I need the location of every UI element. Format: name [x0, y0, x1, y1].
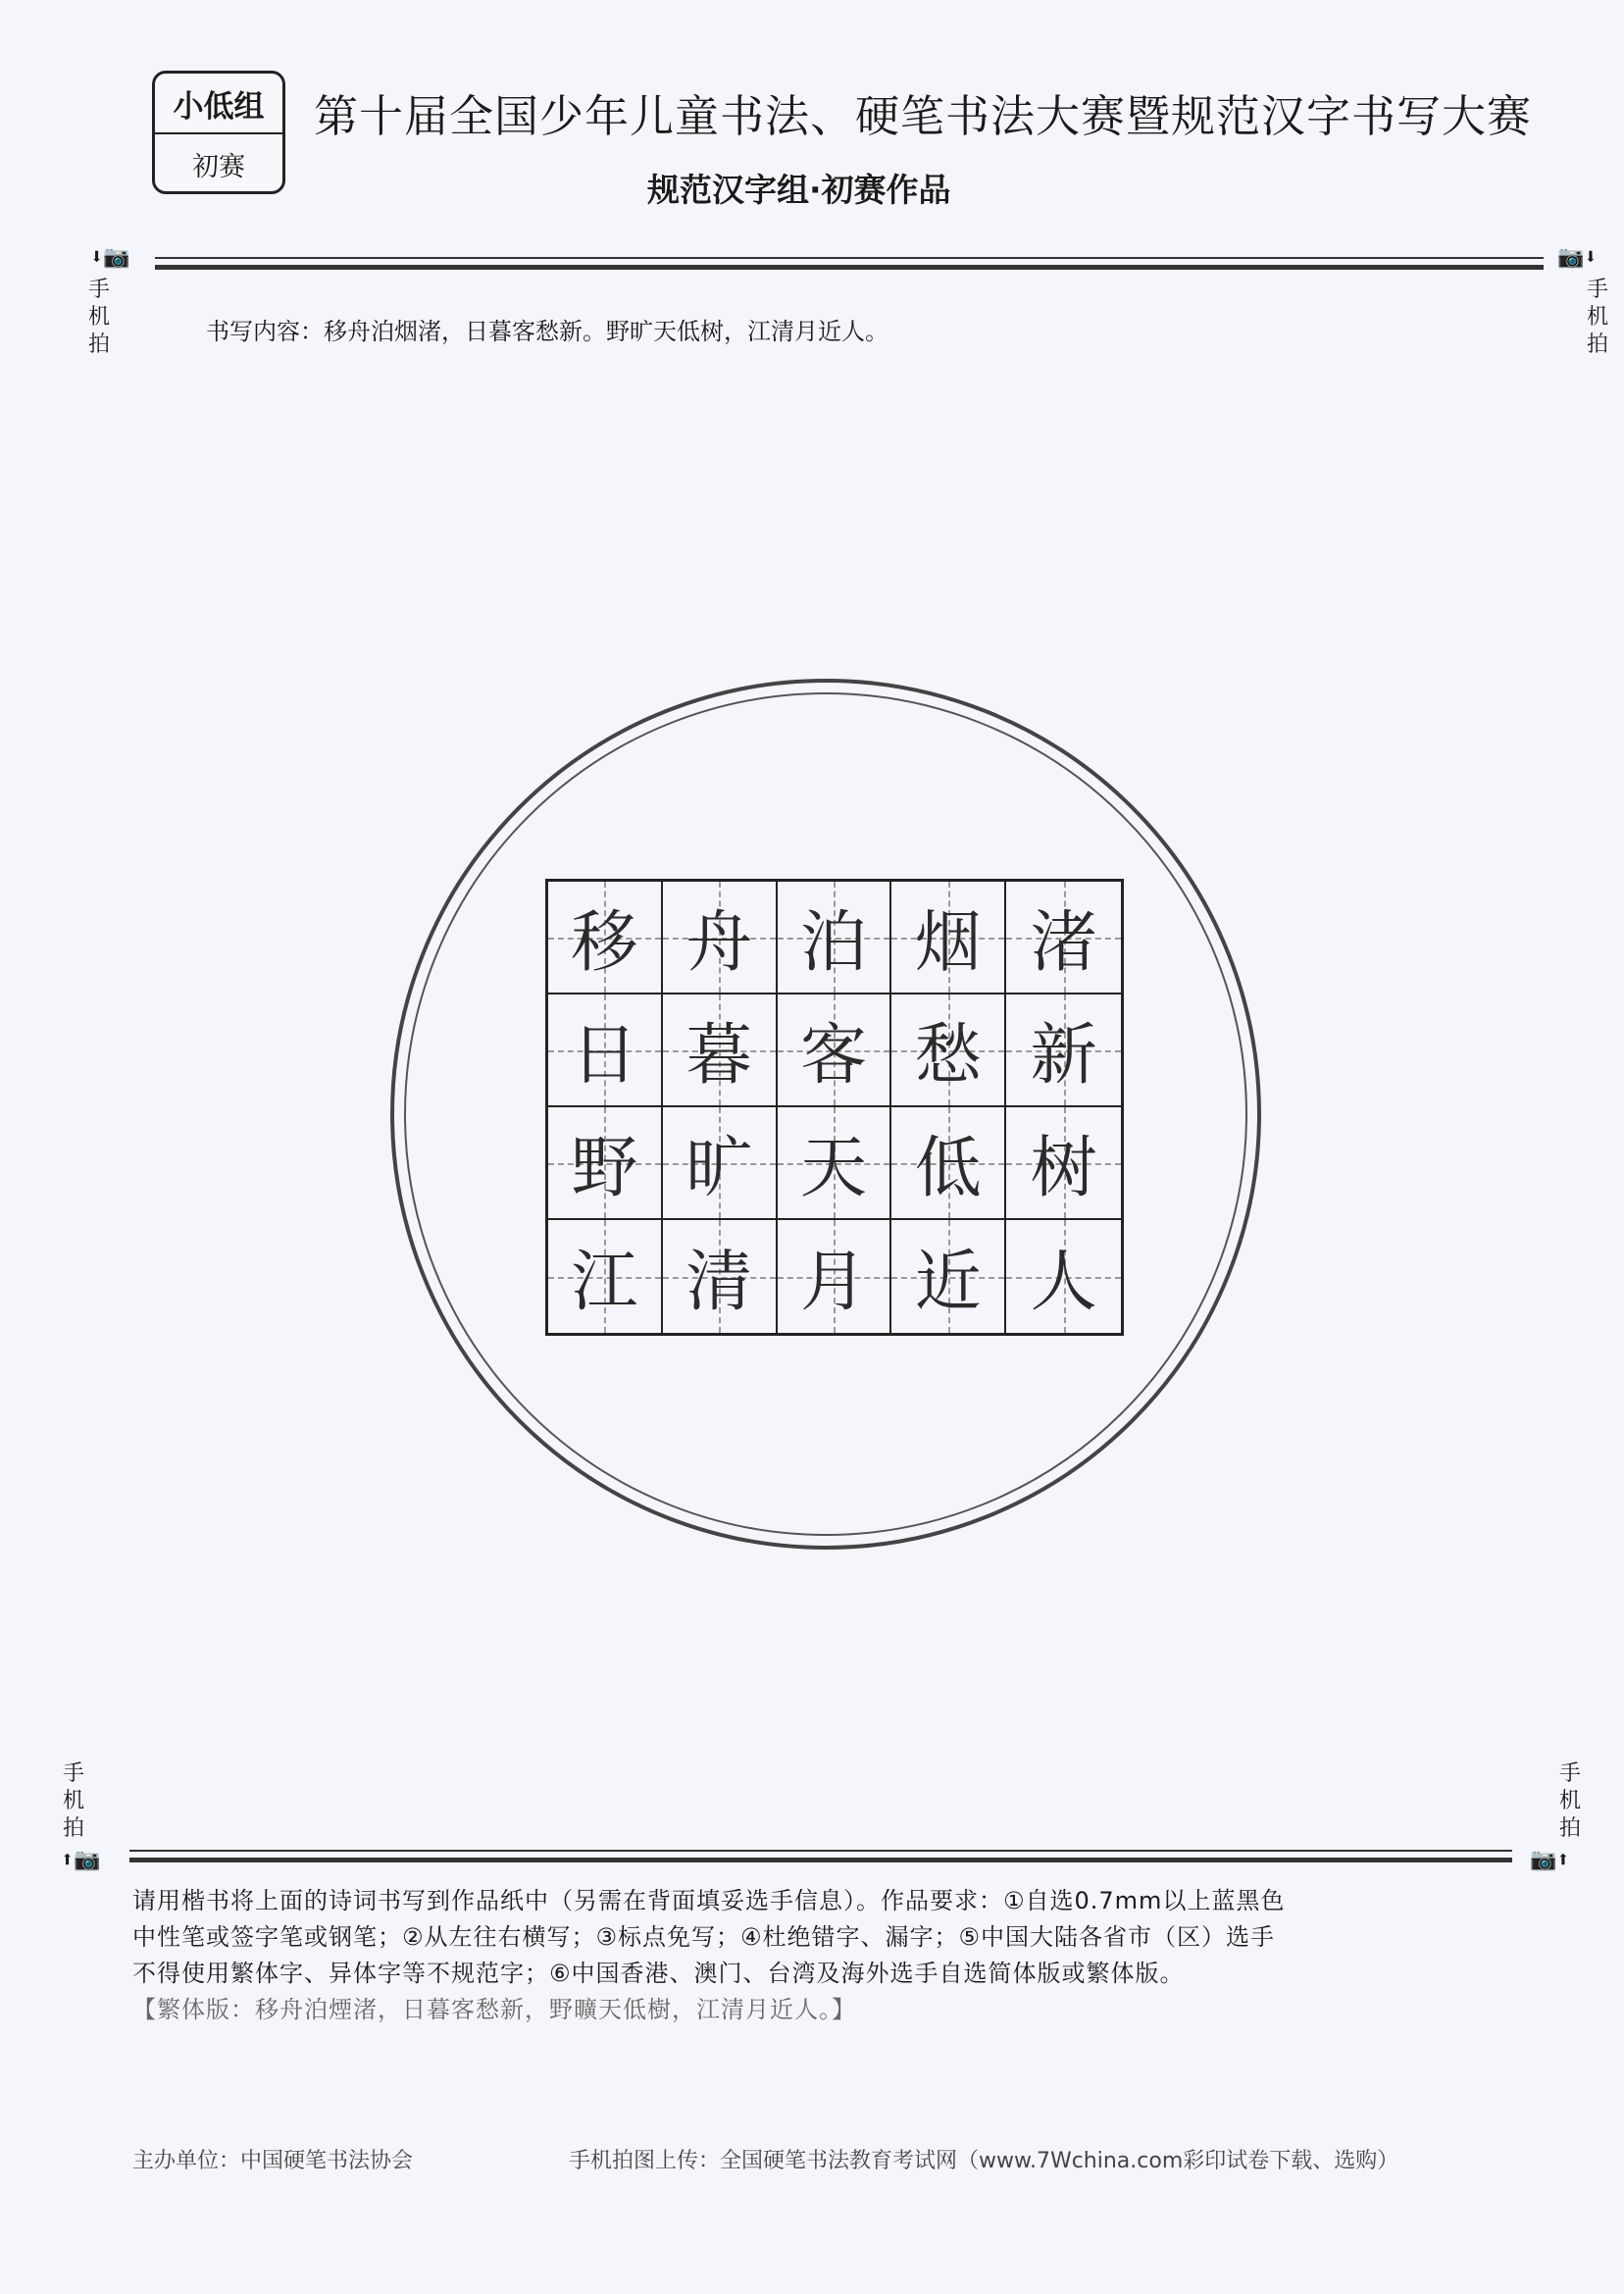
- instruction-line: 不得使用繁体字、异体字等不规范字；⑥中国香港、澳门、台湾及海外选手自选简体版或繁体版。: [132, 1960, 1185, 1987]
- grid-cell: 客: [778, 994, 892, 1107]
- photo-mark-top-left: 手 机 拍: [87, 278, 110, 357]
- traditional-version-line: 【繁体版：移舟泊煙渚，日暮客愁新，野曠天低樹，江清月近人。】: [132, 1996, 856, 2023]
- grid-cell: 日: [548, 994, 663, 1107]
- page-subtitle: 规范汉字组·初赛作品: [647, 171, 951, 209]
- photo-mark-top-right: 手 机 拍: [1586, 278, 1608, 357]
- instruction-line: 中性笔或签字笔或钢笔；②从左往右横写；③标点免写；④杜绝错字、漏字；⑤中国大陆各省市（区）选手: [132, 1923, 1276, 1951]
- grid-cell: 江: [548, 1220, 663, 1333]
- camera-icon: ⬆📷: [61, 1848, 101, 1872]
- writing-grid: [545, 879, 1124, 1336]
- badge-round-label: 初赛: [192, 151, 245, 182]
- page-title: 第十届全国少年儿童书法、硬笔书法大赛暨规范汉字书写大赛: [314, 90, 1533, 142]
- top-rule-thick: [155, 265, 1544, 270]
- grid-cell: 野: [548, 1107, 663, 1220]
- grid-cell: 烟: [891, 882, 1006, 994]
- bottom-rule-thick: [129, 1858, 1512, 1862]
- grid-cell: 渚: [1006, 882, 1121, 994]
- grid-cell: 移: [548, 882, 663, 994]
- writing-content: 书写内容：移舟泊烟渚，日暮客愁新。野旷天低树，江清月近人。: [206, 318, 888, 345]
- grid-cell: 愁: [891, 994, 1006, 1107]
- bottom-rule-thin: [129, 1850, 1512, 1852]
- grid-cell: 低: [891, 1107, 1006, 1220]
- instructions: [132, 1883, 1525, 2028]
- group-badge: [152, 71, 285, 194]
- grid-cell: 暮: [663, 994, 778, 1107]
- camera-icon: ⬇📷: [90, 245, 130, 270]
- badge-group-label: 小低组: [155, 74, 282, 134]
- upload-info-text: 手机拍图上传：全国硬笔书法教育考试网（www.7Wchina.com彩印试卷下载、选购）: [569, 2149, 1399, 2173]
- organizer-text: 主办单位：中国硬笔书法协会: [132, 2149, 414, 2173]
- camera-icon: 📷⬇: [1557, 245, 1598, 270]
- grid-cell: 月: [778, 1220, 892, 1333]
- grid-cell: 泊: [778, 882, 892, 994]
- photo-mark-bottom-right: 手 机 拍: [1558, 1761, 1581, 1841]
- grid-cell: 近: [891, 1220, 1006, 1333]
- grid-cell: 舟: [663, 882, 778, 994]
- grid-cell: 清: [663, 1220, 778, 1333]
- grid-cell: 树: [1006, 1107, 1121, 1220]
- instruction-line: 请用楷书将上面的诗词书写到作品纸中（另需在背面填妥选手信息）。作品要求：①自选0.7mm以上蓝黑色: [132, 1887, 1286, 1914]
- photo-mark-bottom-left: 手 机 拍: [62, 1761, 84, 1841]
- grid-cell: 天: [778, 1107, 892, 1220]
- grid-cell: 新: [1006, 994, 1121, 1107]
- grid-cell: 旷: [663, 1107, 778, 1220]
- camera-icon: 📷⬆: [1530, 1848, 1570, 1872]
- top-rule-thin: [155, 257, 1544, 259]
- grid-cell: 人: [1006, 1220, 1121, 1333]
